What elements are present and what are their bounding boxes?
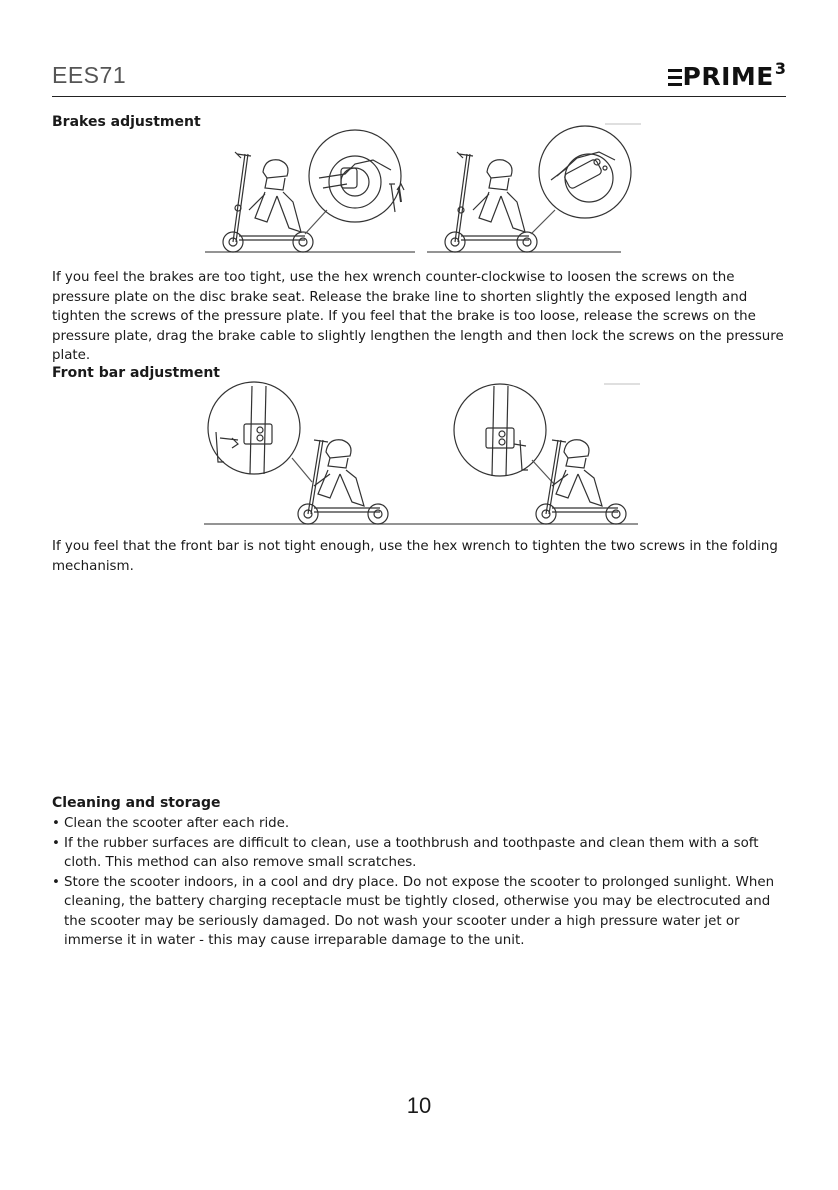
list-item: • If the rubber surfaces are difficult to clean, use a toothbrush and toothpaste and clean them with a soft cloth. This method can also remove small scratches.: [52, 834, 792, 873]
brakes-text: If you feel the brakes are too tight, use the hex wrench counter-clockwise to loosen the screws on the pressure plate on the disc brake seat. Release the brake line to shorten slightly the exposed length and tighten the screws of the pressure plate. If you feel that the brake is too loose, release the screws on the pressure plate, drag the brake cable to slightly lengthen the length and then lock the screws on the pressure plate.: [52, 270, 784, 363]
list-item: • Store the scooter indoors, in a cool and dry place. Do not expose the scooter to prolonged sunlight. When cleaning, the battery charging receptacle must be tightly closed, otherwise you may be electrocuted and the scooter may be seriously damaged. Do not wash your scooter under a high pressure water jet or immerse it in water - this may cause irreparable damage to the unit.: [52, 873, 792, 951]
fold-detail-right-icon: [454, 384, 546, 476]
logo-bars-icon: [668, 69, 682, 86]
header-rule: [52, 96, 786, 97]
list-item: • Clean the scooter after each ride.: [52, 814, 792, 834]
person-left-icon: [249, 160, 301, 232]
logo-superscript: 3: [774, 59, 786, 78]
scooter-right-icon: [445, 152, 537, 252]
fold-detail-left-icon: [208, 382, 300, 474]
front-bar-heading: Front bar adjustment: [52, 365, 220, 381]
brakes-illustration: [205, 118, 645, 260]
logo-word: PRIME: [682, 62, 774, 91]
cleaning-list: [52, 814, 792, 951]
brand-logo: [668, 60, 786, 94]
page-number: 10: [406, 1093, 432, 1118]
front-bar-text: If you feel that the front bar is not tight enough, use the hex wrench to tighten the two screws in the folding mechanism.: [52, 539, 778, 574]
model-name: EES71: [52, 62, 127, 88]
cleaning-heading: Cleaning and storage: [52, 795, 221, 811]
brakes-heading: Brakes adjustment: [52, 114, 201, 130]
brake-detail-right-icon: [539, 126, 631, 218]
person-right-icon: [473, 160, 525, 232]
brake-detail-left-icon: [309, 130, 404, 222]
scooter-left-icon: [223, 152, 313, 252]
front-bar-illustration: [202, 378, 644, 528]
